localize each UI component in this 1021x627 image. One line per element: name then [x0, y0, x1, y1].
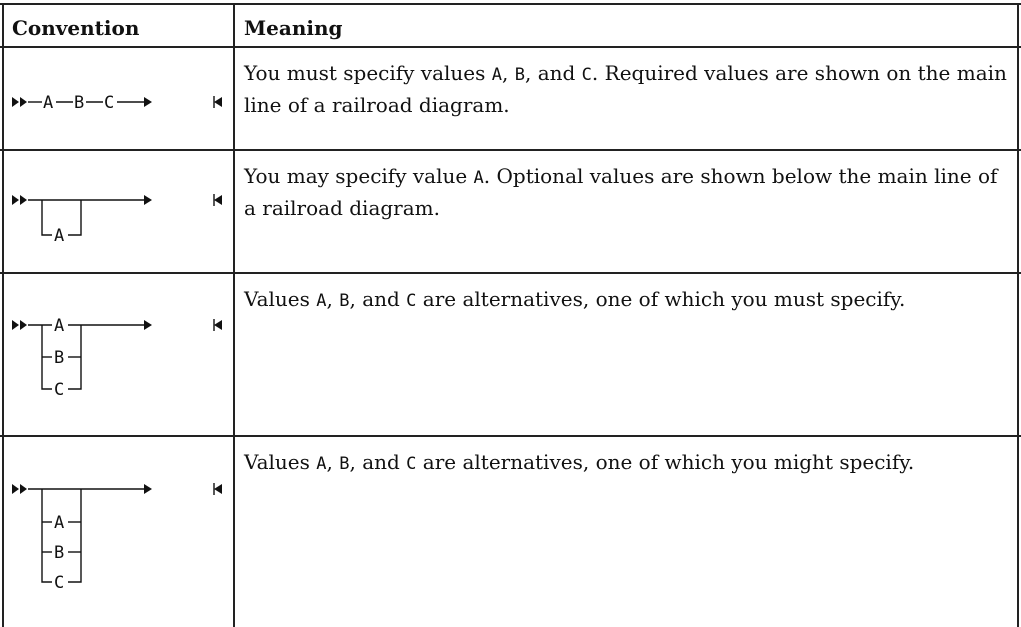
meaning-text: Values	[244, 450, 317, 474]
meaning-text: , and	[349, 450, 407, 474]
meaning-text: . Optional values are shown below the main line of a railroad diagram.	[244, 164, 998, 220]
code-value: C	[406, 291, 417, 311]
end-arrow-icon	[214, 97, 222, 107]
code-value: A	[473, 168, 484, 188]
meaning-cell-optional	[244, 161, 1014, 223]
meaning-text: , and	[524, 61, 582, 85]
diagram-value: C	[54, 573, 65, 593]
header-convention: Convention	[12, 16, 140, 40]
table-top-border	[0, 3, 1021, 5]
meaning-text: ,	[502, 61, 515, 85]
railroad-diagram-choice-optional	[0, 436, 232, 627]
code-value: A	[316, 454, 327, 474]
code-value: B	[514, 65, 525, 85]
diagram-value: A	[43, 93, 54, 113]
code-value: A	[316, 291, 327, 311]
meaning-cell-required-alternatives	[244, 284, 1014, 316]
diagram-value: B	[54, 348, 65, 368]
meaning-text: , and	[349, 287, 407, 311]
meaning-text: ,	[326, 450, 340, 474]
meaning-cell-required	[244, 58, 1014, 120]
diagram-value: C	[54, 380, 65, 400]
column-divider	[233, 3, 235, 627]
meaning-text: . Required values are shown on the main line of a railroad diagram.	[244, 61, 1007, 117]
table-right-border	[1017, 3, 1019, 627]
diagram-value: B	[74, 93, 85, 113]
railroad-diagram-choice-required	[0, 273, 232, 435]
header-meaning: Meaning	[244, 16, 343, 40]
meaning-text: ,	[326, 287, 340, 311]
code-value: C	[581, 65, 592, 85]
code-value: A	[491, 65, 503, 85]
start-arrow-icon	[20, 97, 27, 107]
meaning-text: You may specify value	[244, 164, 474, 188]
diagram-value: A	[54, 316, 65, 336]
railroad-diagram-optional	[0, 150, 232, 272]
diagram-value: A	[54, 513, 65, 533]
diagram-value: A	[54, 226, 65, 246]
diagram-value: C	[104, 93, 115, 113]
end-arrow-icon	[144, 97, 152, 107]
diagram-value: B	[54, 543, 65, 563]
start-arrow-icon	[12, 97, 19, 107]
meaning-text: are alternatives, one of which you might specify.	[416, 450, 915, 474]
code-value: B	[339, 291, 350, 311]
meaning-cell-optional-alternatives	[244, 447, 1014, 479]
code-value: B	[339, 454, 350, 474]
meaning-text: You must specify values	[244, 61, 492, 85]
code-value: C	[406, 454, 417, 474]
railroad-diagram-required	[0, 47, 232, 149]
meaning-text: Values	[244, 287, 317, 311]
meaning-text: are alternatives, one of which you must specify.	[416, 287, 906, 311]
